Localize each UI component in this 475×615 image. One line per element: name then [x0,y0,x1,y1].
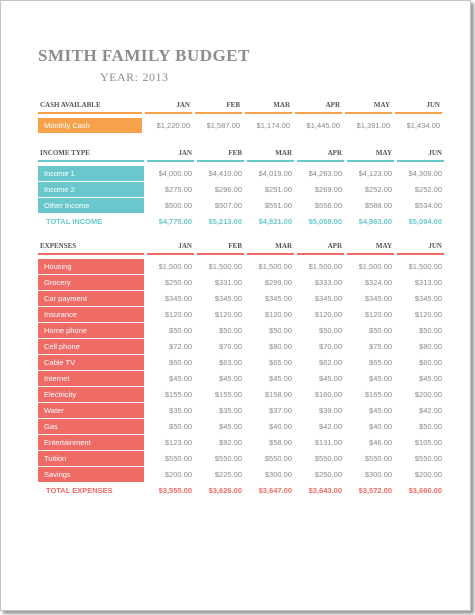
cell-value[interactable]: $333.00 [314,278,342,287]
cell-value[interactable]: $50.00 [169,326,192,335]
section-header-cash: CASH AVAILABLE [38,99,142,114]
expenses-header-row [38,240,444,255]
cell-value[interactable]: $65.00 [269,358,292,367]
cell-value[interactable]: $92.00 [219,438,242,447]
cell-value[interactable]: $62.00 [319,358,342,367]
spacer [38,163,444,165]
table-row [38,403,444,418]
cell-value[interactable]: $50.00 [269,326,292,335]
month-header: APR [297,240,344,255]
cell-value[interactable]: $50.00 [319,326,342,335]
row-label[interactable]: Car payment [38,291,144,306]
month-header: JUN [397,240,444,255]
cell-value[interactable]: $296.00 [214,185,242,194]
cell-value[interactable]: $80.00 [269,342,292,351]
cell-value[interactable]: $300.00 [264,470,292,479]
cash-header-row [38,99,442,114]
income-table [35,146,447,230]
cell-value[interactable]: $550.00 [164,454,192,463]
cell-value[interactable]: $345.00 [214,294,242,303]
cell-value[interactable]: $4,410.00 [208,169,242,178]
cell-value[interactable]: $45.00 [369,374,392,383]
cell-value[interactable]: $1,391.00 [356,121,390,130]
cell-value[interactable]: $550.00 [214,454,242,463]
month-header: JUN [395,99,442,114]
month-header: MAY [347,240,394,255]
cell-value[interactable]: $155.00 [164,390,192,399]
cell-value[interactable]: $1,174.00 [256,121,290,130]
row-label[interactable]: Income 2 [38,182,144,197]
cell-value[interactable]: $550.00 [364,454,392,463]
cell-value[interactable]: $70.00 [319,342,342,351]
cell-value[interactable]: $345.00 [414,294,442,303]
cell-value[interactable]: $123.00 [164,438,192,447]
cell-value[interactable]: $275.00 [164,185,192,194]
row-label[interactable]: Tuition [38,451,144,466]
total-value: $3,626.00 [208,486,242,495]
cell-value[interactable]: $1,500.00 [358,262,392,271]
row-label[interactable]: Other Income [38,198,144,213]
total-value: $4,821.00 [258,217,292,226]
total-value: $3,555.00 [158,486,192,495]
cell-value[interactable]: $1,500.00 [408,262,442,271]
table-row [38,118,442,133]
section-header-income: INCOME TYPE [38,147,144,162]
cell-value[interactable]: $40.00 [369,422,392,431]
cell-value[interactable]: $550.00 [414,454,442,463]
table-row [38,355,444,370]
spacer [38,115,442,117]
cell-value[interactable]: $1,500.00 [308,262,342,271]
cell-value[interactable]: $4,000.00 [158,169,192,178]
row-label[interactable]: Income 1 [38,166,144,181]
cell-value[interactable]: $120.00 [314,310,342,319]
cell-value[interactable]: $165.00 [364,390,392,399]
section-header-expenses: EXPENSES [38,240,144,255]
cell-value[interactable]: $225.00 [214,470,242,479]
month-header: JUN [397,147,444,162]
cell-value[interactable]: $60.00 [419,358,442,367]
total-value: $4,963.00 [358,217,392,226]
cell-value[interactable]: $251.00 [264,185,292,194]
cell-value[interactable]: $345.00 [164,294,192,303]
cell-value[interactable]: $120.00 [264,310,292,319]
total-income-label: TOTAL INCOME [46,217,103,226]
total-income-row [38,214,444,229]
table-row [38,198,444,213]
cell-value[interactable]: $50.00 [419,422,442,431]
cell-value[interactable]: $155.00 [214,390,242,399]
cell-value[interactable]: $324.00 [364,278,392,287]
cell-value[interactable]: $45.00 [319,374,342,383]
cell-value[interactable]: $42.00 [319,422,342,431]
cell-value[interactable]: $46.00 [369,438,392,447]
cell-value[interactable]: $158.00 [264,390,292,399]
row-label[interactable]: Cell phone [38,339,144,354]
cell-value[interactable]: $507.00 [214,201,242,210]
row-label[interactable]: Housing [38,259,144,274]
table-row [38,323,444,338]
cell-value[interactable]: $1,500.00 [158,262,192,271]
row-label[interactable]: Home phone [38,323,144,338]
cash-available-table [35,98,445,134]
table-row [38,371,444,386]
month-header: FEB [197,147,244,162]
row-label[interactable]: Monthly Cash [38,118,142,133]
total-value: $5,213.00 [208,217,242,226]
cell-value[interactable]: $534.00 [414,201,442,210]
month-header: FEB [195,99,242,114]
spacer [38,256,444,258]
table-row [38,259,444,274]
cell-value[interactable]: $70.00 [219,342,242,351]
cell-value[interactable]: $500.00 [164,201,192,210]
cell-value[interactable]: $4,308.00 [408,169,442,178]
month-header: APR [295,99,342,114]
cell-value[interactable]: $45.00 [219,422,242,431]
row-label[interactable]: Insurance [38,307,144,322]
page-title: SMITH FAMILY BUDGET [38,46,250,65]
cell-value[interactable]: $345.00 [364,294,392,303]
cell-value[interactable]: $556.00 [314,201,342,210]
total-expenses-label: TOTAL EXPENSES [46,486,113,495]
row-label[interactable]: Internet [38,371,144,386]
row-label[interactable]: Cable TV [38,355,144,370]
table-row [38,307,444,322]
cell-value[interactable]: $58.00 [269,438,292,447]
table-row [38,275,444,290]
cell-value[interactable]: $45.00 [369,406,392,415]
cell-value[interactable]: $63.00 [219,358,242,367]
table-row [38,451,444,466]
cell-value[interactable]: $299.00 [264,278,292,287]
cell-value[interactable]: $200.00 [414,390,442,399]
month-header: MAR [245,99,292,114]
cell-value[interactable]: $131.00 [314,438,342,447]
month-header: JAN [147,240,194,255]
cell-value[interactable]: $37.00 [269,406,292,415]
cell-value[interactable]: $4,123.00 [358,169,392,178]
cell-value[interactable]: $75.00 [369,342,392,351]
cell-value[interactable]: $300.00 [364,470,392,479]
cell-value[interactable]: $331.00 [214,278,242,287]
year-value: 2013 [142,70,169,84]
cell-value[interactable]: $1,445.00 [306,121,340,130]
table-row [38,166,444,181]
cell-value[interactable]: $120.00 [164,310,192,319]
month-header: JAN [145,99,192,114]
total-value: $5,094.00 [408,217,442,226]
cell-value[interactable]: $60.00 [169,358,192,367]
cell-value[interactable]: $45.00 [169,374,192,383]
cell-value[interactable]: $550.00 [314,454,342,463]
cell-value[interactable]: $120.00 [364,310,392,319]
cell-value[interactable]: $345.00 [314,294,342,303]
total-value: $5,088.00 [308,217,342,226]
income-header-row [38,147,444,162]
month-header: FEB [197,240,244,255]
cell-value[interactable]: $1,220.00 [156,121,190,130]
table-row [38,291,444,306]
cell-value[interactable]: $45.00 [219,374,242,383]
cell-value[interactable]: $588.00 [364,201,392,210]
cell-value[interactable]: $550.00 [264,454,292,463]
month-header: MAY [347,147,394,162]
row-label[interactable]: Electricity [38,387,144,402]
cell-value[interactable]: $200.00 [414,470,442,479]
year-label: YEAR: [100,70,139,84]
cell-value[interactable]: $50.00 [369,326,392,335]
row-label[interactable]: Gas [38,419,144,434]
cell-value[interactable]: $250.00 [164,278,192,287]
cell-value[interactable]: $50.00 [419,326,442,335]
cell-value[interactable]: $80.00 [419,342,442,351]
row-label[interactable]: Grocery [38,275,144,290]
total-expenses-row [38,483,444,498]
month-header: MAR [247,240,294,255]
cell-value[interactable]: $45.00 [269,374,292,383]
month-header: APR [297,147,344,162]
cell-value[interactable]: $252.00 [364,185,392,194]
cell-value[interactable]: $200.00 [164,470,192,479]
table-row [38,419,444,434]
month-header: MAR [247,147,294,162]
table-row [38,467,444,482]
cell-value[interactable]: $50.00 [219,326,242,335]
table-row [38,387,444,402]
cell-value[interactable]: $4,263.00 [308,169,342,178]
table-row [38,435,444,450]
cell-value[interactable]: $1,434.00 [406,121,440,130]
cell-value[interactable]: $50.00 [169,422,192,431]
cell-value[interactable]: $39.00 [319,406,342,415]
cell-value[interactable]: $1,500.00 [258,262,292,271]
cell-value[interactable]: $1,500.00 [208,262,242,271]
expenses-table [35,239,447,499]
cell-value[interactable]: $313.00 [414,278,442,287]
total-value: $3,643.00 [308,486,342,495]
cell-value[interactable]: $35.00 [169,406,192,415]
total-value: $3,647.00 [258,486,292,495]
cell-value[interactable]: $250.00 [314,470,342,479]
cell-value[interactable]: $4,019.00 [258,169,292,178]
cell-value[interactable]: $269.00 [314,185,342,194]
cell-value[interactable]: $72.00 [169,342,192,351]
total-value: $4,775.00 [158,217,192,226]
total-value: $3,572.00 [358,486,392,495]
table-row [38,182,444,197]
row-label[interactable]: Entertainment [38,435,144,450]
year-line [100,70,169,85]
cell-value[interactable]: $160.00 [314,390,342,399]
row-label[interactable]: Savings [38,467,144,482]
cell-value[interactable]: $40.00 [269,422,292,431]
total-value: $3,660.00 [408,486,442,495]
cell-value[interactable]: $35.00 [219,406,242,415]
table-row [38,339,444,354]
month-header: MAY [345,99,392,114]
cell-value[interactable]: $1,587.00 [206,121,240,130]
cell-value[interactable]: $42.00 [419,406,442,415]
cell-value[interactable]: $345.00 [264,294,292,303]
cell-value[interactable]: $120.00 [414,310,442,319]
cell-value[interactable]: $65.00 [369,358,392,367]
cell-value[interactable]: $120.00 [214,310,242,319]
cell-value[interactable]: $551.00 [264,201,292,210]
cell-value[interactable]: $252.00 [414,185,442,194]
cell-value[interactable]: $105.00 [414,438,442,447]
cell-value[interactable]: $45.00 [419,374,442,383]
month-header: JAN [147,147,194,162]
row-label[interactable]: Water [38,403,144,418]
